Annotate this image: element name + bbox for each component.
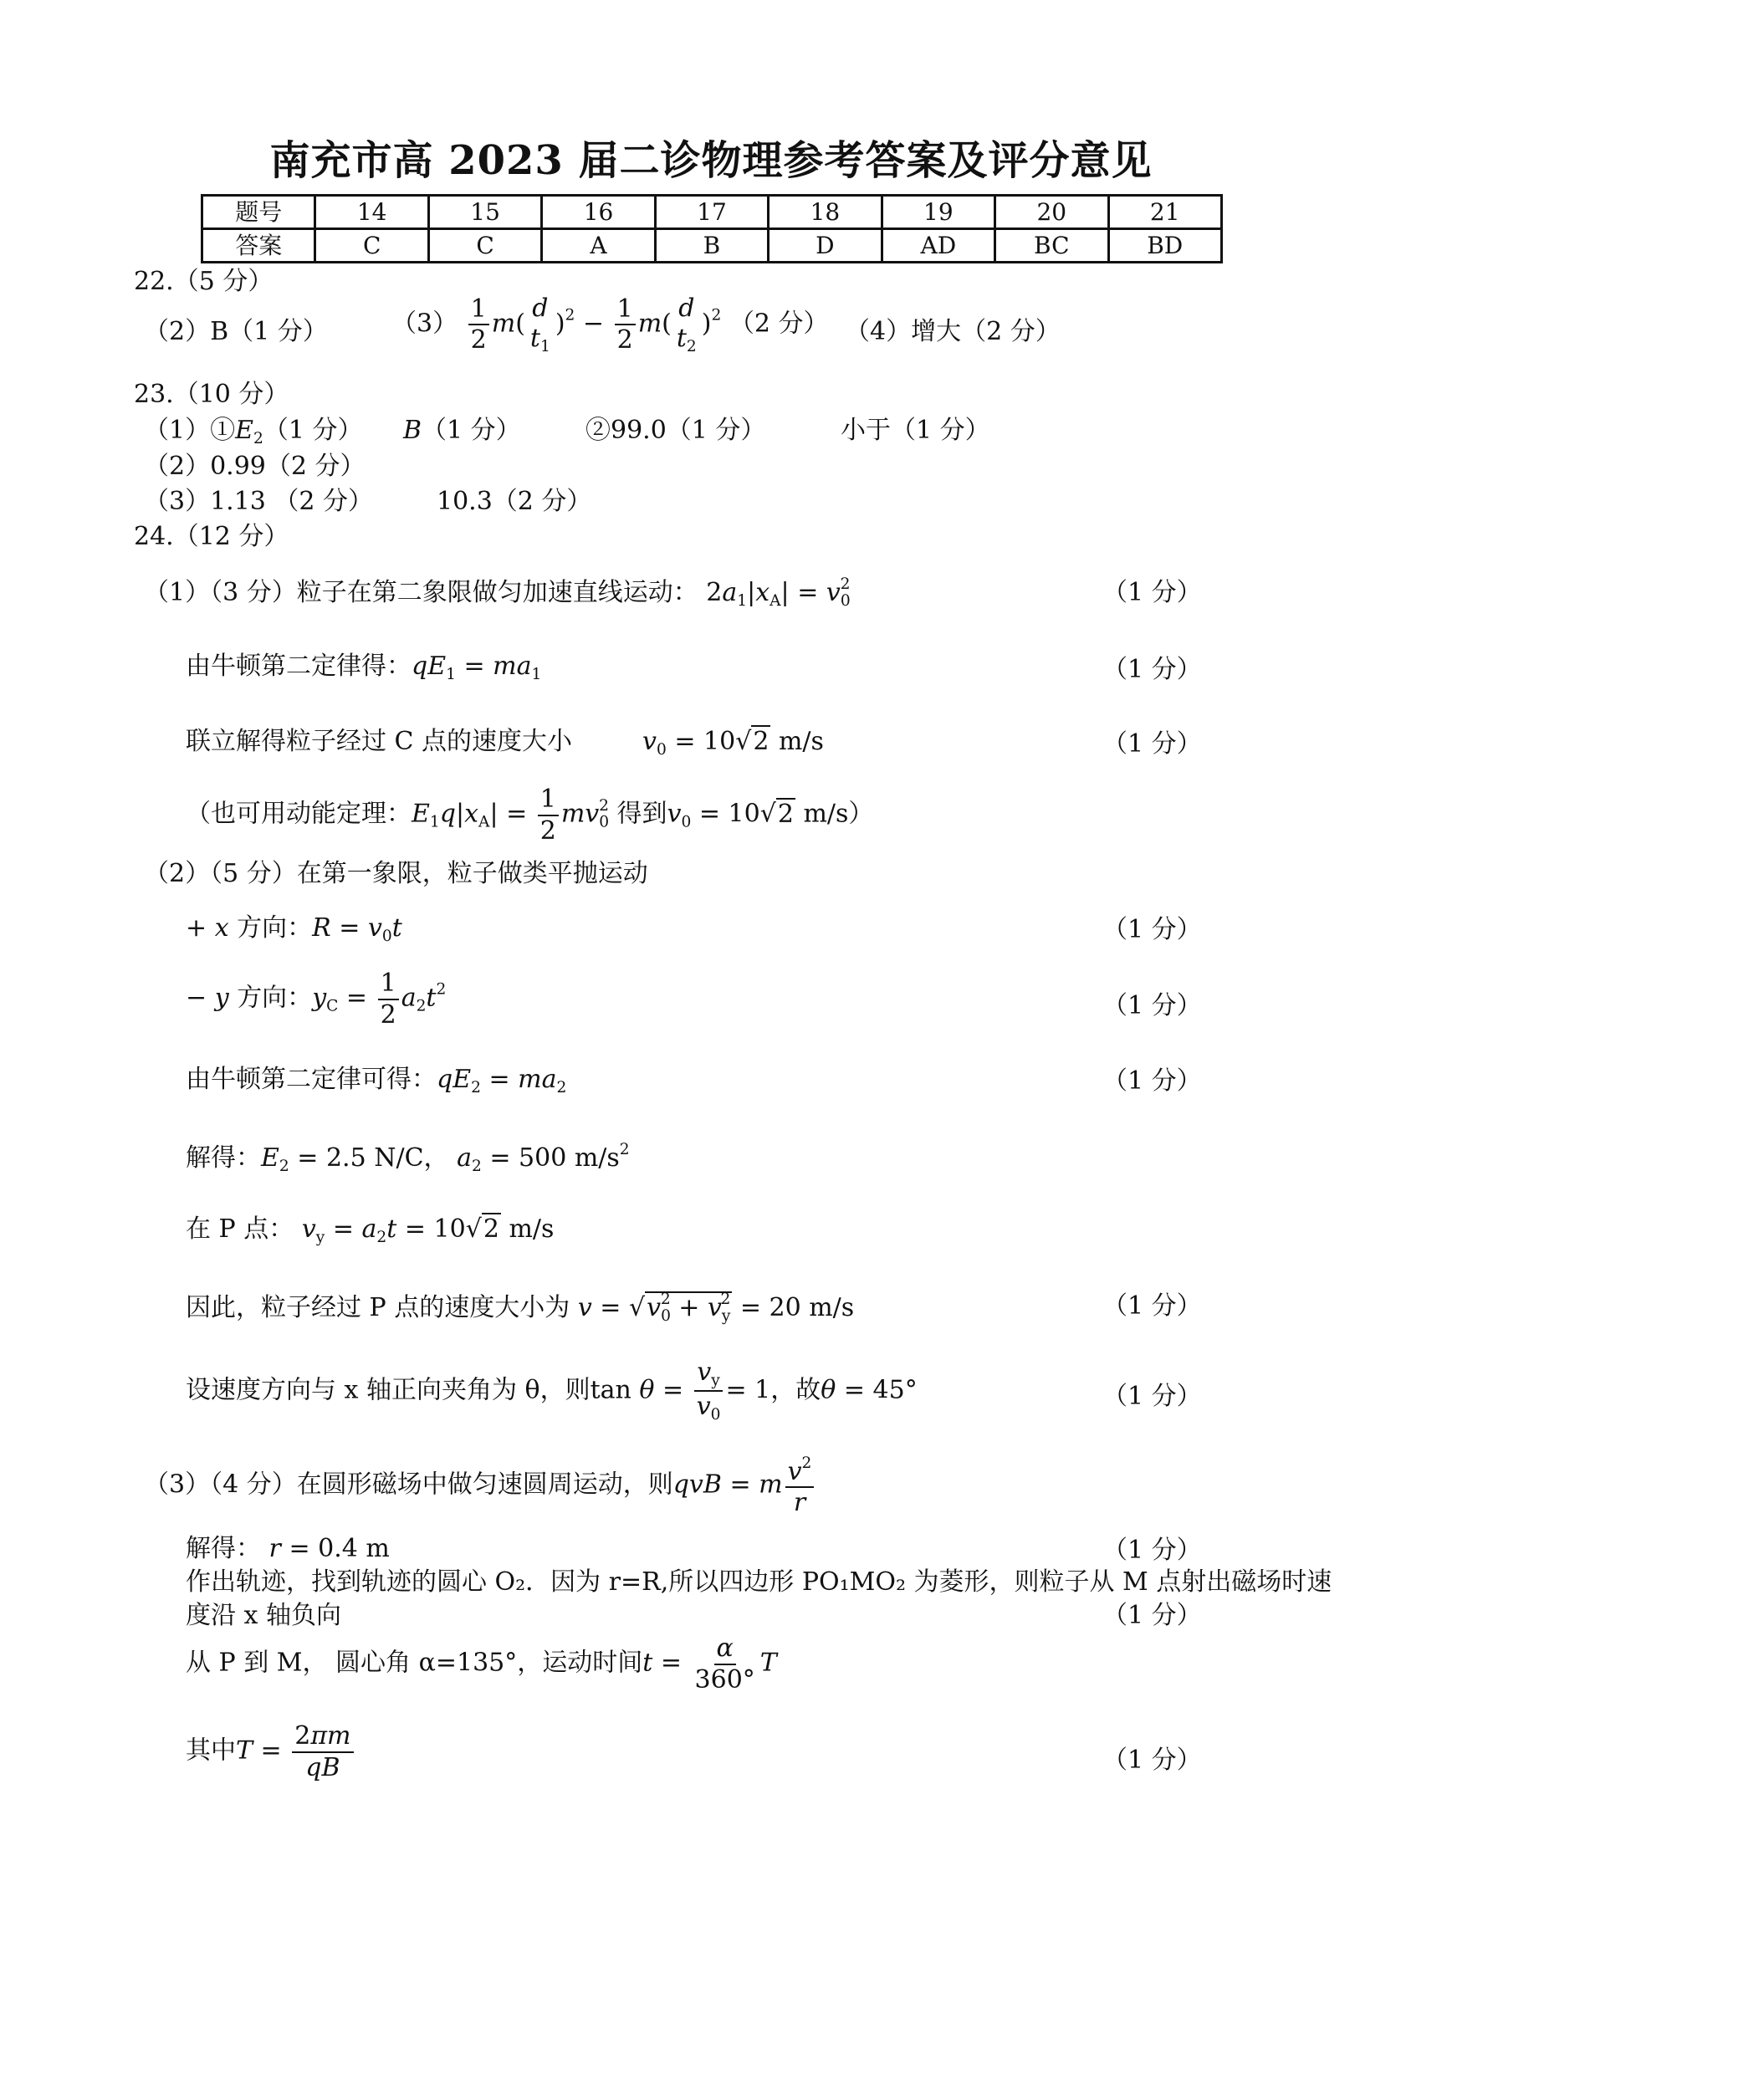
q24-p2-line3: 由牛顿第二定律可得：$qE_2 = ma_2$ xyxy=(186,1065,567,1097)
formula-fraction: $\frac{\alpha}{360^\circ}$ xyxy=(694,1633,755,1695)
score-label: （1 分） xyxy=(1102,1746,1202,1775)
formula-fraction: $\frac{2\pi m}{qB}$ xyxy=(292,1723,353,1781)
formula-fraction: $\frac{1}{2}$ xyxy=(468,296,489,354)
table-cell: 19 xyxy=(882,196,994,229)
q24-p3-line3: 度沿 x 轴负向 xyxy=(186,1601,341,1630)
q22-part3-score: （2 分） xyxy=(729,309,829,339)
formula-fraction: $\frac{1}{2}$ xyxy=(615,296,636,354)
score-label: （1 分） xyxy=(1102,1291,1202,1321)
q24-p2-line6: 因此，粒子经过 P 点的速度大小为 $v = √v_0^2 + v_y^2 = 20$ m/s xyxy=(186,1291,855,1325)
formula-fraction: $\frac{v_y}{v_0}$ xyxy=(694,1359,723,1424)
page-title: 南充市高 2023 届二诊物理参考答案及评分意见 xyxy=(269,137,1153,184)
score-label: （1 分） xyxy=(1102,1382,1202,1411)
q24-p3-line1: 解得： r = 0.4 m xyxy=(186,1534,390,1563)
q23-line1-d: 小于（1 分） xyxy=(841,416,990,445)
score-label: （1 分） xyxy=(1102,729,1202,759)
q24-p1-line4: （也可用动能定理：$E_1q|x_A|$ = $\frac{1}{2}$ $mv_0^2$ 得到$v_0 = 10√2$ m/s） xyxy=(186,785,874,846)
table-cell: 17 xyxy=(655,196,768,229)
table-header-cell: 答案 xyxy=(202,229,315,263)
table-cell: 16 xyxy=(542,196,655,229)
q23-line1-b: B（1 分） xyxy=(403,416,521,445)
table-cell: BC xyxy=(995,229,1108,263)
table-row xyxy=(202,229,1222,263)
q22-heading: 22.（5 分） xyxy=(134,267,274,296)
q22-part2: （2）B（1 分） xyxy=(144,317,328,346)
q24-p1-line3: 联立解得粒子经过 C 点的速度大小 xyxy=(186,727,573,756)
formula-fraction: $\frac{1}{2}$ xyxy=(538,786,559,844)
formula-fraction: $\frac{1}{2}$ xyxy=(378,970,399,1028)
q24-p3-heading: （3）（4 分）在圆形磁场中做匀速圆周运动，则qvB = m $\frac{v^2}{r}$ xyxy=(144,1455,816,1516)
q24-p2-line4: 解得：$E_2 = 2.5$ N/C， $a_2 = 500$ $m/s^2$ xyxy=(186,1141,630,1175)
q24-p2-line5: 在 P 点： $v_y = a_2t = 10√2$ m/s xyxy=(186,1214,555,1246)
q23-heading: 23.（10 分） xyxy=(134,380,289,409)
formula-fraction: d $t_1$ xyxy=(529,294,550,355)
q24-p3-line5: 其中T = $\frac{2\pi m}{qB}$ xyxy=(186,1723,356,1781)
q24-p3-line4: 从 P 到 M， 圆心角 α=135°，运动时间t = $\frac{\alpha}{360^\circ}$ T xyxy=(186,1633,777,1695)
table-header-cell: 题号 xyxy=(202,196,315,229)
score-label: （1 分） xyxy=(1102,1066,1202,1096)
q24-p1-line1: （1）（3 分）粒子在第二象限做匀加速直线运动： $2a_1|x_A| = v_0^2$ xyxy=(144,575,851,610)
q23-line1-a: $(1)①E_2(1$ 分） xyxy=(144,416,363,447)
score-label: （1 分） xyxy=(1102,1536,1202,1565)
q23-line3-b: 10.3（2 分） xyxy=(437,487,592,516)
q24-p2-line1: + x 方向：$R = v_0t$ xyxy=(186,913,402,945)
q24-p2-line7: 设速度方向与 x 轴正向夹角为 θ，则tan θ = $\frac{v_y}{v_0}$ = 1，故θ = 45° xyxy=(186,1357,918,1424)
q24-p3-line2: 作出轨迹，找到轨迹的圆心 O₂．因为 r=R,所以四边形 PO₁MO₂ 为菱形，则粒子从 M 点射出磁场时速 xyxy=(186,1567,1332,1597)
answer-table xyxy=(201,194,1223,263)
score-label: （1 分） xyxy=(1102,915,1202,944)
q22-part4: （4）增大（2 分） xyxy=(845,317,1061,346)
table-cell: 21 xyxy=(1108,196,1222,229)
table-cell: A xyxy=(542,229,655,263)
q24-p1-line2: 由牛顿第二定律得：$qE_1 = ma_1$ xyxy=(186,652,542,683)
score-label: （1 分） xyxy=(1102,991,1202,1020)
score-label: （1 分） xyxy=(1102,1601,1202,1630)
q24-heading: 24.（12 分） xyxy=(134,522,289,551)
q24-p2-heading: （2）（5 分）在第一象限，粒子做类平抛运动 xyxy=(144,859,648,888)
q24-p2-line2: − y 方向：$y_C$ = $\frac{1}{2}$ $a_2t^2$ xyxy=(186,969,447,1030)
score-label: （1 分） xyxy=(1102,578,1202,607)
q24-p1-line3-value: $v_0 = 10√2$ m/s xyxy=(642,727,824,759)
q22-part3: （3） $\frac{1}{2}$ m( d $t_1$ )$^2$ − $\frac{1}{2}$ m( d $t_2$ )$^2$ （2 分） xyxy=(391,294,829,355)
table-cell: 14 xyxy=(315,196,428,229)
table-cell: 20 xyxy=(995,196,1108,229)
table-cell: 18 xyxy=(769,196,882,229)
table-cell: BD xyxy=(1108,229,1222,263)
table-cell: 15 xyxy=(428,196,541,229)
q23-line2: （2）0.99（2 分） xyxy=(144,452,366,481)
formula-fraction: d $t_2$ xyxy=(676,294,697,355)
table-cell: D xyxy=(769,229,882,263)
q23-line3-a: （3）1.13 （2 分） xyxy=(144,487,374,516)
table-cell: B xyxy=(655,229,768,263)
table-cell: C xyxy=(428,229,541,263)
table-cell: AD xyxy=(882,229,994,263)
table-row xyxy=(202,196,1222,229)
q22-part3-label: （3） xyxy=(391,309,458,339)
score-label: （1 分） xyxy=(1102,655,1202,684)
table-cell: C xyxy=(315,229,428,263)
formula-fraction: $\frac{v^2}{r}$ xyxy=(785,1455,815,1516)
q23-line1-c: ②99.0（1 分） xyxy=(585,416,766,445)
